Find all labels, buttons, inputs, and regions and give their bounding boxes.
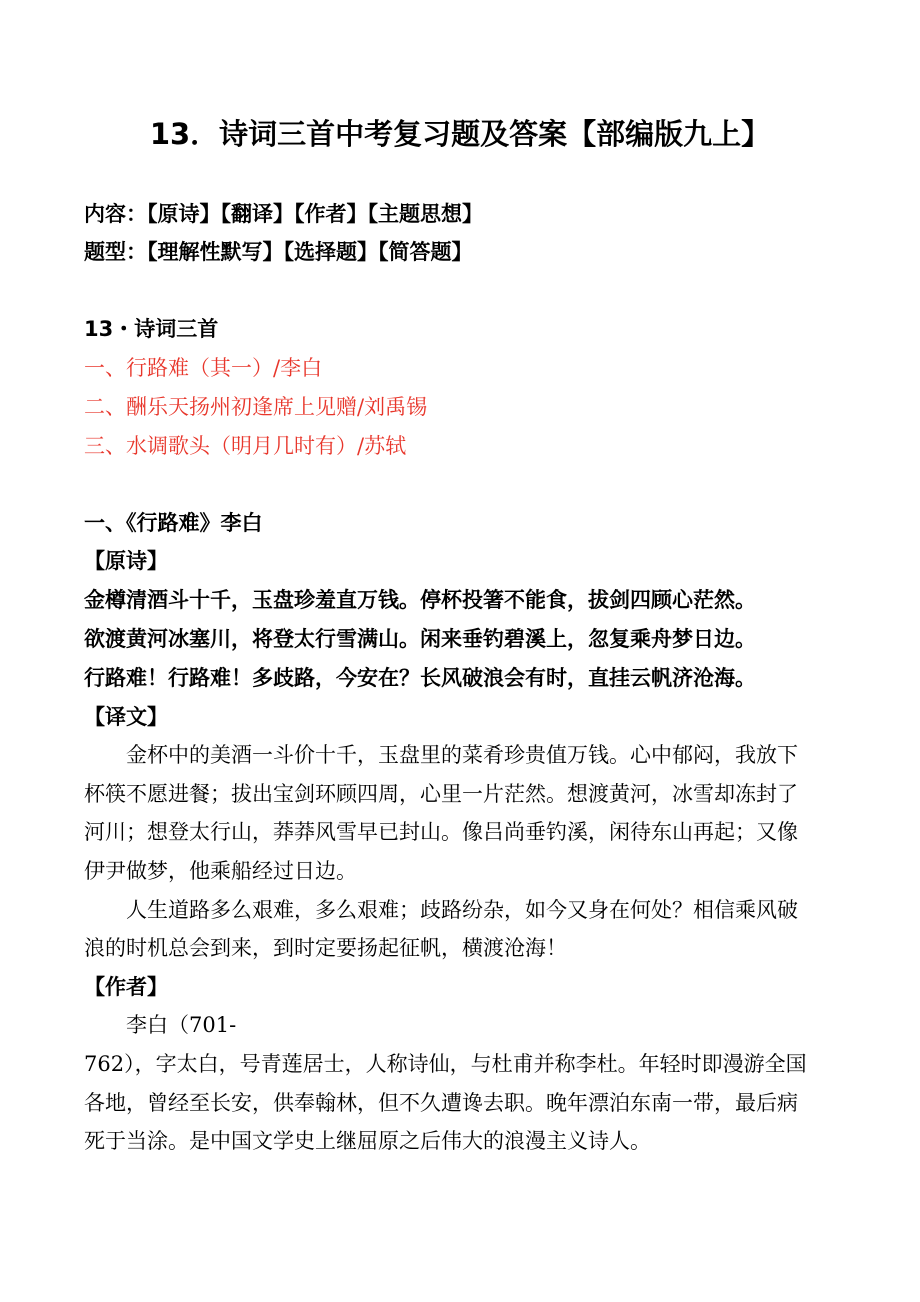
poem-label: 【原诗】 (84, 549, 168, 573)
translation-p2-line-2: 浪的时机总会到来，到时定要扬起征帆，横渡沧海！ (84, 936, 567, 960)
toc-item-1: 一、行路难（其一）/李白 (84, 356, 323, 380)
author-line-2: 762），字太白，号青莲居士，人称诗仙，与杜甫并称李杜。年轻时即漫游全国 (84, 1052, 807, 1076)
author-line-4: 死于当涂。是中国文学史上继屈原之后伟大的浪漫主义诗人。 (84, 1129, 651, 1153)
translation-p1-line-1: 金杯中的美酒一斗价十千，玉盘里的菜肴珍贵值万钱。心中郁闷，我放下 (126, 743, 798, 767)
translation-p1-line-4: 伊尹做梦，他乘船经过日边。 (84, 859, 357, 883)
author-line-3: 各地，曾经至长安，供奉翰林，但不久遭谗去职。晚年漂泊东南一带，最后病 (84, 1091, 798, 1115)
toc-heading: 13・诗词三首 (84, 317, 219, 341)
translation-p2-line-1: 人生道路多么艰难，多么艰难；歧路纷杂，如今又身在何处？相信乘风破 (126, 898, 798, 922)
author-line-1: 李白（701- (126, 1013, 237, 1037)
toc-item-2: 二、酬乐天扬州初逢席上见赠/刘禹锡 (84, 395, 428, 419)
translation-label: 【译文】 (84, 705, 168, 729)
translation-p1-line-3: 河川；想登太行山，莽莽风雪早已封山。像吕尚垂钓溪，闲待东山再起；又像 (84, 820, 798, 844)
toc-item-3: 三、水调歌头（明月几时有）/苏轼 (84, 434, 407, 458)
type-line: 题型：【理解性默写】【选择题】【简答题】 (84, 240, 473, 264)
content-line: 内容：【原诗】【翻译】【作者】【主题思想】 (84, 202, 483, 226)
poem-line-3: 行路难！行路难！多歧路，今安在？长风破浪会有时，直挂云帆济沧海。 (84, 666, 756, 690)
section-heading: 一、《行路难》李白 (84, 511, 263, 535)
author-label: 【作者】 (84, 975, 168, 999)
poem-line-2: 欲渡黄河冰塞川，将登太行雪满山。闲来垂钓碧溪上，忽复乘舟梦日边。 (84, 627, 756, 651)
page-title: 13．诗词三首中考复习题及答案【部编版九上】 (149, 117, 771, 151)
translation-p1-line-2: 杯筷不愿进餐；拔出宝剑环顾四周，心里一片茫然。想渡黄河，冰雪却冻封了 (84, 782, 798, 806)
poem-line-1: 金樽清酒斗十千，玉盘珍羞直万钱。停杯投箸不能食，拔剑四顾心茫然。 (84, 588, 756, 612)
